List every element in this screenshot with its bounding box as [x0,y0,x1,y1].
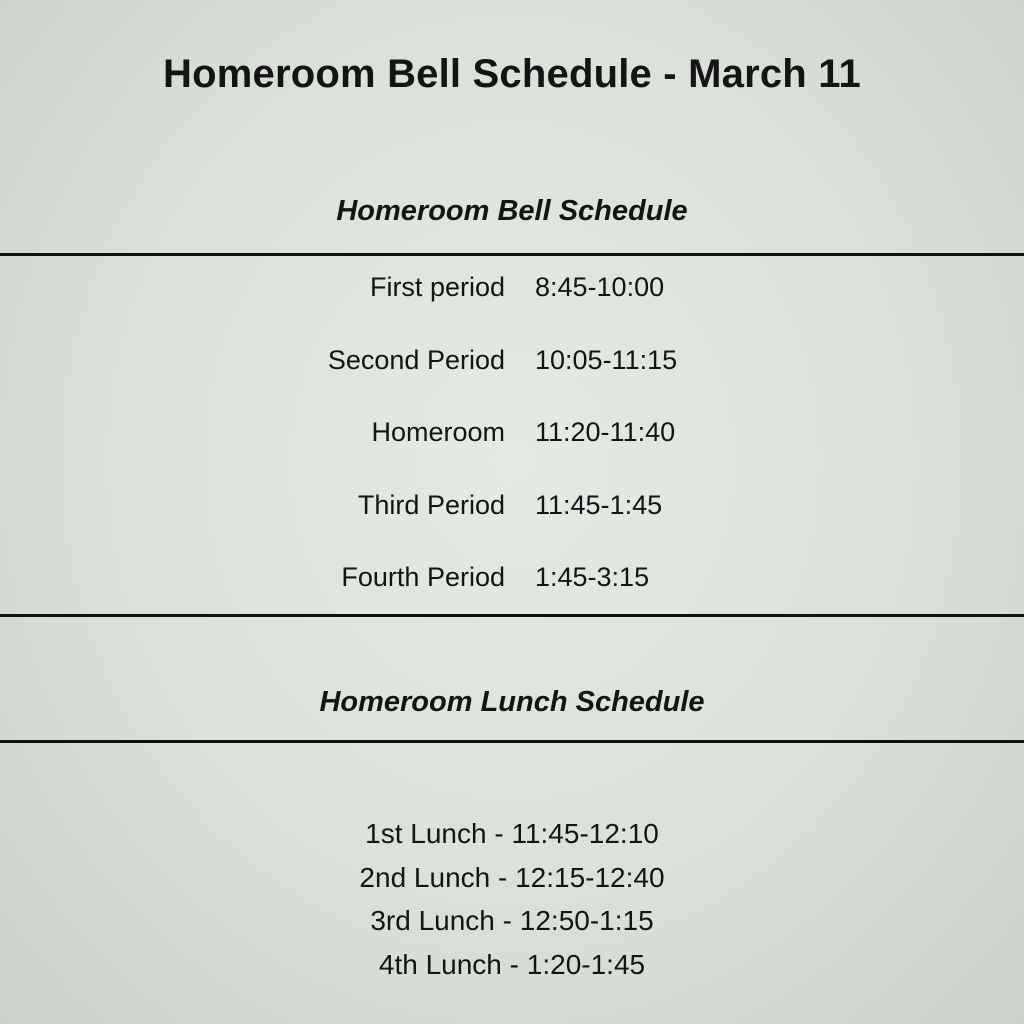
table-row [0,480,1024,536]
table-row [0,262,1024,318]
divider-top [0,253,1024,256]
period-time: 1:45-3:15 [535,562,650,592]
list-item: 2nd Lunch - 12:15-12:40 [359,861,665,893]
table-row [0,407,1024,463]
list-item: 4th Lunch - 1:20-1:45 [378,948,646,980]
list-item: 3rd Lunch - 12:50-1:15 [370,905,654,936]
period-name: Third Period [357,489,505,520]
period-name: Homeroom [371,417,505,447]
divider-bottom [0,740,1024,743]
bell-schedule-heading: Homeroom Bell Schedule [336,195,688,227]
lunch-schedule-heading: Homeroom Lunch Schedule [319,686,705,718]
table-row [0,335,1024,391]
lunch-schedule-list [0,812,1024,986]
period-name: Fourth Period [341,562,505,592]
page-title: Homeroom Bell Schedule - March 11 [163,52,861,96]
period-time: 11:45-1:45 [535,489,663,520]
period-time: 11:20-11:40 [535,417,676,447]
period-time: 10:05-11:15 [535,344,678,375]
period-name: Second Period [327,344,505,375]
table-row [0,552,1024,608]
period-time: 8:45-10:00 [535,272,665,302]
list-item: 1st Lunch - 11:45-12:10 [365,818,659,849]
divider-middle [0,614,1024,617]
period-name: First period [369,272,505,302]
